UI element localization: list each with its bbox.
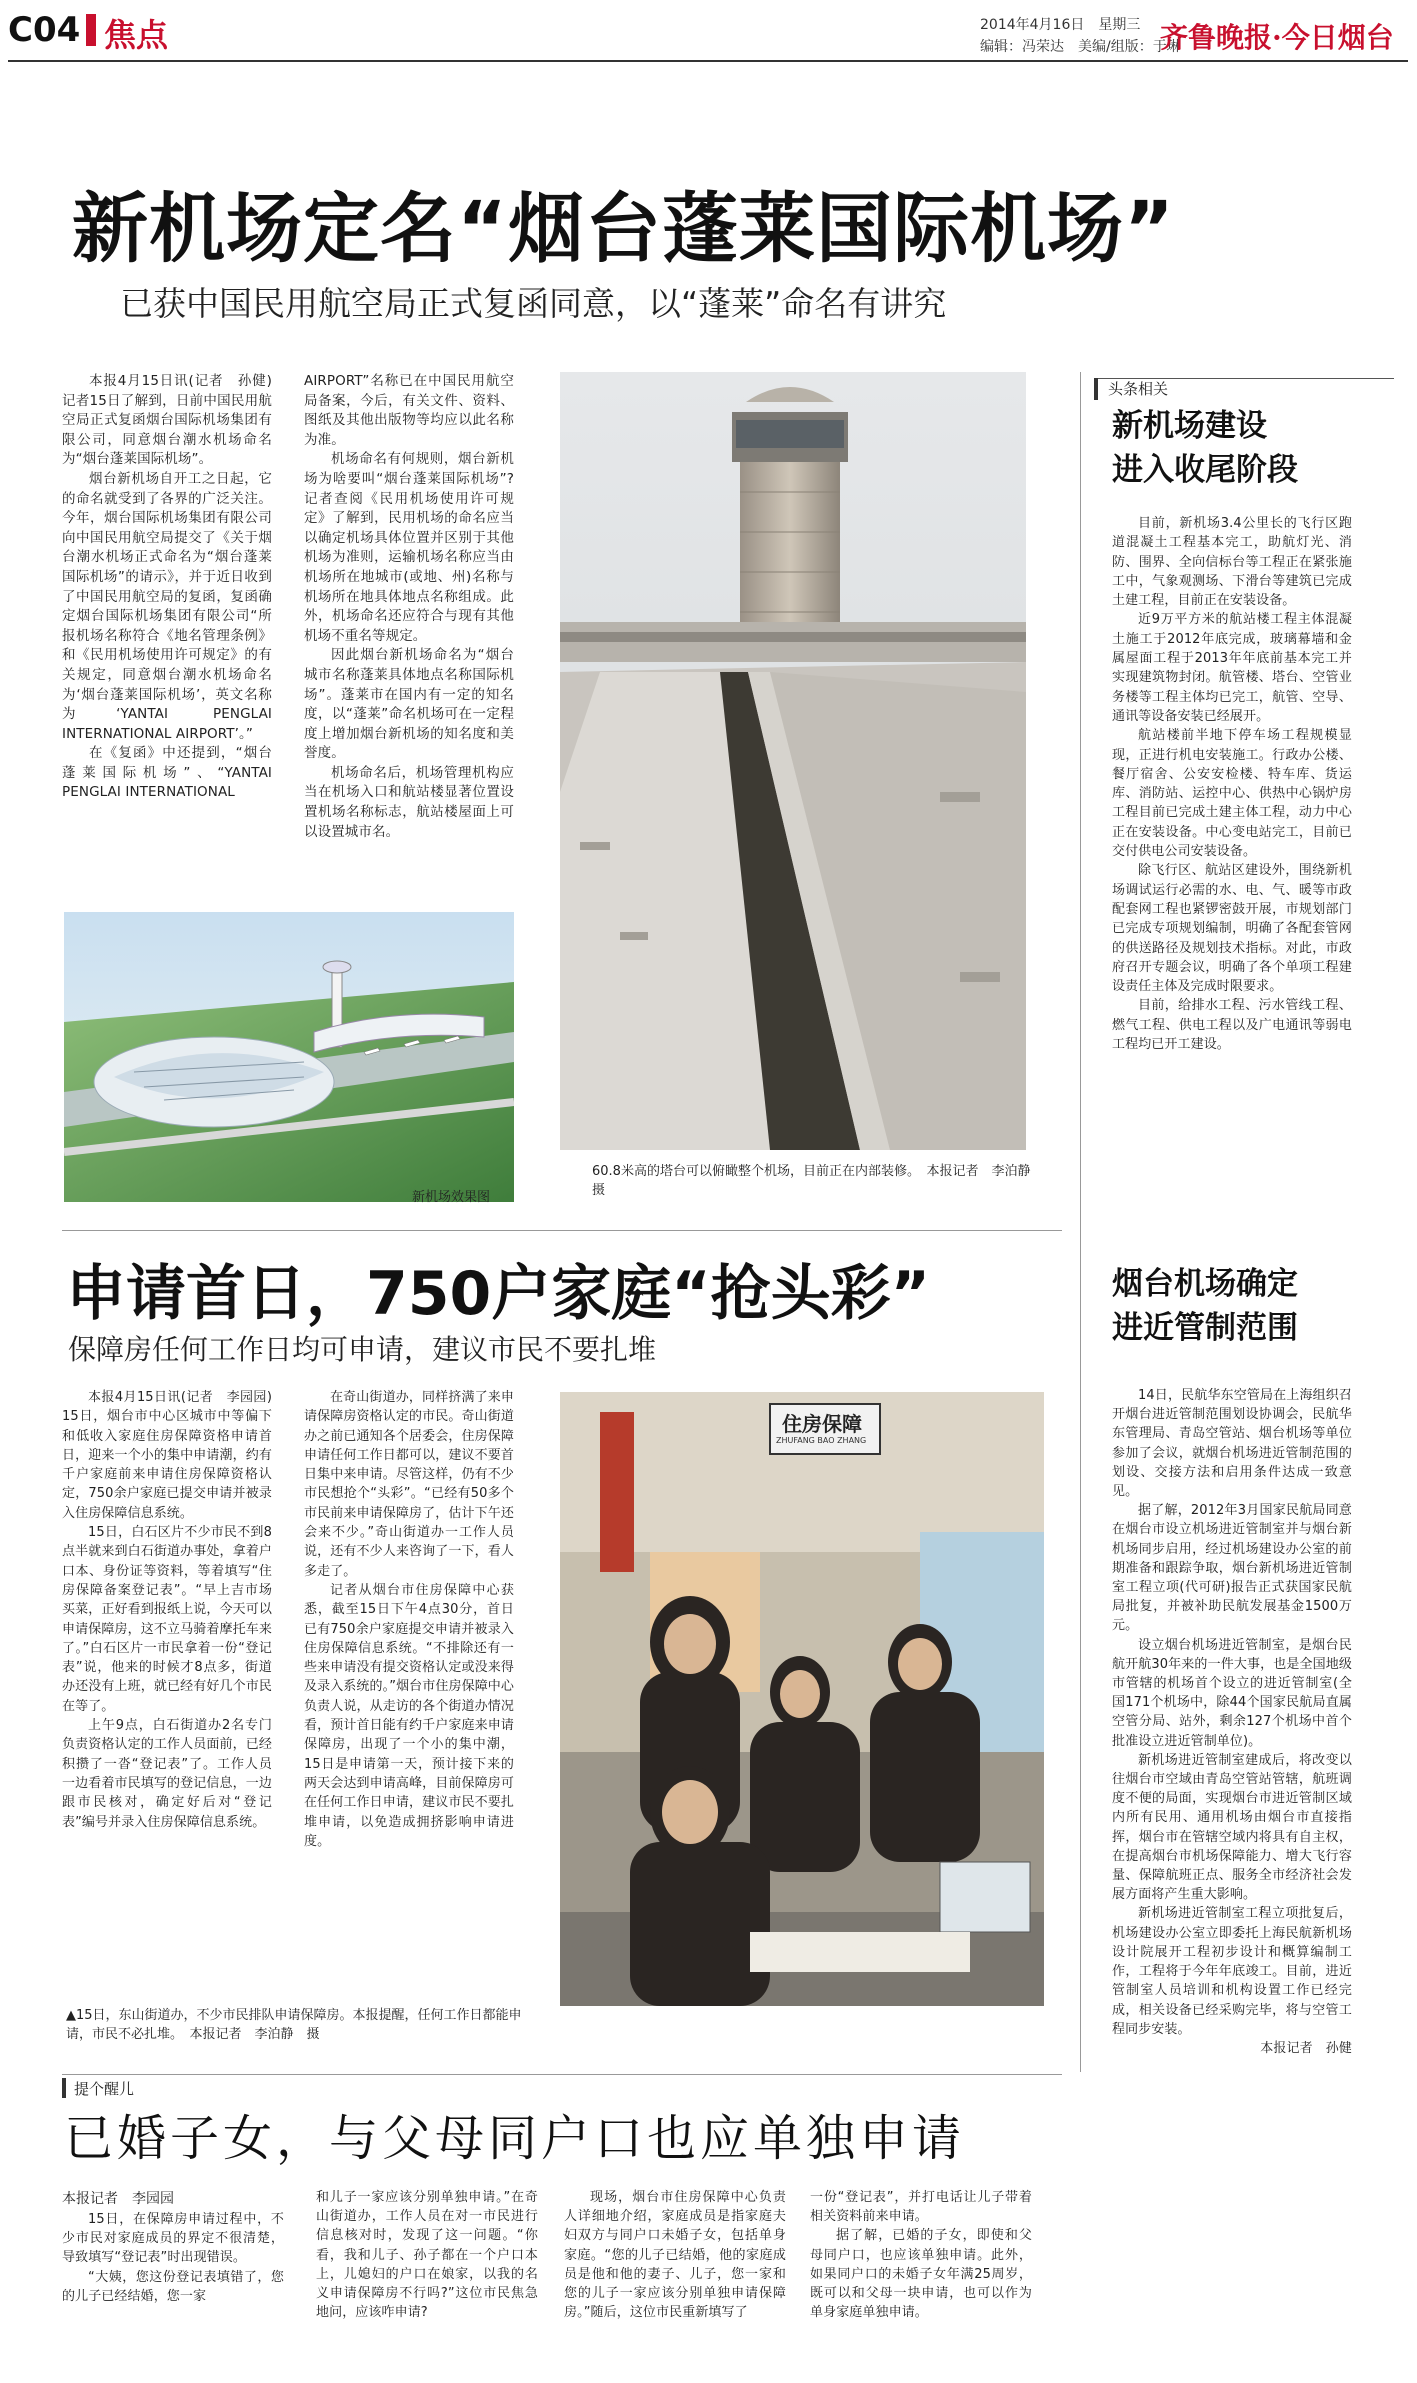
paragraph: 据了解，2012年3月国家民航局同意在烟台市设立机场进近管制室并与烟台新机场同步启用，经过机场建设办公室的前期准备和跟踪争取，烟台新机场进近管制室工程立项(代可研)报告正式获国家民航局批复，并被补助民航发展基金1500万元。 xyxy=(1112,1503,1352,1634)
paragraph: “大姨，您这份登记表填错了，您的儿子已经结婚，您一家 xyxy=(62,2269,284,2304)
paragraph: 航站楼前半地下停车场工程规模显现，正进行机电安装施工。行政办公楼、餐厅宿舍、公安安检楼、特车库、货运库、消防站、运控中心、供热中心锅炉房工程目前已完成土建主体工程，动力中心正在安装设备。中心变电站完工，目前已交付供电公司安装设备。 xyxy=(1112,728,1352,860)
paragraph: 记者从烟台市住房保障中心获悉，截至15日下午4点30分，首日已有750余户家庭提交申请并被录入住房保障信息系统。“不排除还有一些来申请没有提交资格认定或没来得及录入系统的。”烟台市住房保障中心负责人说，从走访的各个街道办情况看，预计首日能有约千户家庭来申请保障房，出现了一个小的集中潮，15日是申请第一天，预计接下来的两天会达到申请高峰，目前保障房可在任何工作日申请，建议市民不要扎堆申请，以免造成拥挤影响申请进度。 xyxy=(304,1582,514,1849)
paragraph: 本报4月15日讯(记者 孙健) 记者15日了解到，日前中国民用航空局正式复函烟台国际机场集团有限公司，同意烟台潮水机场命名为“烟台蓬莱国际机场”。 xyxy=(62,373,286,468)
story1-headline: 新机场定名“烟台蓬莱国际机场” xyxy=(72,184,1175,273)
story3-byline: 本报记者 李园园 xyxy=(62,2191,174,2207)
paragraph: 据了解，已婚的子女，即使和父母同户口，也应该单独申请。此外，如果同户口的未婚子女年满25周岁，既可以和父母一块申请，也可以作为单身家庭单独申请。 xyxy=(810,2228,1032,2321)
paragraph: 除飞行区、航站区建设外，围绕新机场调试运行必需的水、电、气、暖等市政配套网工程也紧锣密鼓开展，市规划部门已完成专项规划编制，明确了各配套管网的供送路径及规划技术指标。对此，市政府召开专题会议，明确了各个单项工程建设责任主体及完成时限要求。 xyxy=(1112,863,1352,995)
housing-office-photo xyxy=(560,1392,1044,2006)
story2-column-2 xyxy=(304,1388,514,1851)
paragraph: 在奇山街道办，同样挤满了来申请保障房资格认定的市民。奇山街道办之前已通知各个居委会，住房保障申请任何工作日都可以，建议不要首日集中来申请。尽管这样，仍有不少市民想抢个“头彩”。“已经有50多个市民前来申请保障房了，估计下午还会来不少。”奇山街道办一工作人员说，还有不少人来咨询了一下，看人多走了。 xyxy=(304,1390,514,1579)
paragraph: 新机场进近管制室建成后，将改变以往烟台市空域由青岛空管站管辖，航班调度不便的局面，实现烟台市进近管制区域内所有民用、通用机场由烟台市直接指挥，烟台市在管辖空域内将具有自主权，在提高烟台市机场保障能力、增大飞行容量、保障航班正点、服务全市经济社会发展方面将产生重大影响。 xyxy=(1112,1752,1352,1903)
paragraph: 因此烟台新机场命名为“烟台城市名称蓬莱具体地点名称国际机场”。蓬莱市在国内有一定的知名度，以“蓬莱”命名机场可在一定程度上增加烟台新机场的知名度和美誉度。 xyxy=(304,647,514,762)
office-sign-text: 住房保障 xyxy=(782,1412,862,1436)
office-sign-pinyin: ZHUFANG BAO ZHANG xyxy=(776,1436,867,1445)
paragraph: 上午9点，白石街道办2名专门负责资格认定的工作人员面前，已经积攒了一沓“登记表”了。工作人员一边看着市民填写的登记信息，一边跟市民核对，确定好后对“登记表”编号并录入住房保障信息系统。 xyxy=(62,1718,272,1830)
story3-headline: 已婚子女，与父母同户口也应单独申请 xyxy=(64,2110,966,2167)
paragraph: 目前，新机场3.4公里长的飞行区跑道混凝土工程基本完工，助航灯光、消防、围界、全向信标台等工程正在紧张施工中，气象观测场、下滑台等建筑已完成土建工程，目前正在安装设备。 xyxy=(1112,516,1352,609)
story1-column-2 xyxy=(304,372,514,842)
tower-photo-caption: 60.8米高的塔台可以俯瞰整个机场，目前正在内部装修。 本报记者 李泊静 摄 xyxy=(592,1164,1044,1198)
story1-column-1 xyxy=(62,372,286,803)
sidebar1-headline-line1: 新机场建设 xyxy=(1112,408,1267,444)
page-header xyxy=(0,0,1417,62)
story3-column-1 xyxy=(62,2210,284,2306)
story3-tag-marker xyxy=(62,2078,66,2098)
byline: 本报记者 孙健 xyxy=(1260,2040,1352,2056)
paragraph: 目前，给排水工程、污水管线工程、燃气工程、供电工程以及广电通讯等弱电工程均已开工建设。 xyxy=(1112,998,1352,1053)
paragraph: 本报4月15日讯(记者 李园园) 15日，烟台市中心区城市中等偏下和低收入家庭住房保障资格申请首日，迎来一个小的集中申请潮，约有千户家庭前来申请住房保障资格认定，750余户家庭已提交申请并被录入住房保障信息系统。 xyxy=(62,1390,286,1521)
paragraph: 和儿子一家应该分别单独申请。”在奇山街道办，工作人员在对一市民进行信息核对时，发现了这一问题。“你看，我和儿子、孙子都在一个户口本上，儿媳妇的户口在娘家，以我的名义申请保障房不行吗?”这位市民焦急地问，应该咋申请? xyxy=(316,2190,538,2321)
paragraph: 15日，在保障房申请过程中，不少市民对家庭成员的界定不很清楚，导致填写“登记表”时出现错误。 xyxy=(62,2212,284,2266)
story3-tag: 提个醒儿 xyxy=(74,2080,135,2098)
housing-photo-caption: ▲15日，东山街道办，不少市民排队申请保障房。本报提醒，任何工作日都能申请，市民不必扎堆。 本报记者 李泊静 摄 xyxy=(66,2008,522,2042)
editors-line: 编辑：冯荣达 美编/组版：于琳 xyxy=(980,39,1181,55)
story2-top-rule xyxy=(62,1230,1062,1231)
render-photo-caption: 新机场效果图 xyxy=(412,1190,491,1205)
sidebar1-body xyxy=(1112,514,1352,1054)
sidebar-vertical-rule xyxy=(1080,372,1081,2072)
paragraph: 在《复函》中还提到，“烟台蓬莱国际机场”、“YANTAI PENGLAI INTERNATIONAL xyxy=(62,745,272,801)
sidebar1-tag: 头条相关 xyxy=(1108,380,1169,398)
paragraph: 14日，民航华东空管局在上海组织召开烟台进近管制范围划设协调会，民航华东管理局、青岛空管站、烟台机场等单位参加了会议，就烟台机场进近管制范围的划设、交接方法和启用条件达成一致意见。 xyxy=(1112,1388,1352,1500)
paragraph: 机场命名后，机场管理机构应当在机场入口和航站楼显著位置设置机场名称标志，航站楼屋面上可以设置城市名。 xyxy=(304,764,514,840)
story2-headline: 申请首日，750户家庭“抢头彩” xyxy=(66,1259,931,1329)
paragraph: 烟台新机场自开工之日起，它的命名就受到了各界的广泛关注。今年，烟台国际机场集团有限公司向中国民用航空局提交了《关于烟台潮水机场正式命名为“烟台蓬莱国际机场”的请示》，并于近日收到了中国民用航空局的复函，复函确定烟台国际机场集团有限公司“所报机场名称符合《地名管理条例》和《民用机场使用许可规定》的有关规定，同意烟台潮水机场命名为‘烟台蓬莱国际机场’，英文名称为‘YANTAI PENGLAI INTERNATIONAL AIRPORT’。” xyxy=(62,470,272,742)
paragraph: 现场，烟台市住房保障中心负责人详细地介绍，家庭成员是指家庭夫妇双方与同户口未婚子女，包括单身家庭。“您的儿子已结婚，他的家庭成员是他和他的妻子、儿子，您一家和您的儿子一家应该分别单独申请保障房。”随后，这位市民重新填写了 xyxy=(564,2190,786,2321)
story1-subhead: 已获中国民用航空局正式复函同意，以“蓬莱”命名有讲究 xyxy=(120,284,947,323)
sidebar1-tag-marker xyxy=(1094,378,1098,400)
sidebar2-body xyxy=(1112,1386,1352,2058)
sidebar2-headline-line1: 烟台机场确定 xyxy=(1112,1266,1298,1302)
brand-logo: 齐鲁晚报·今日烟台 xyxy=(1160,21,1394,54)
issue-date: 2014年4月16日 星期三 xyxy=(980,17,1141,33)
story2-column-1 xyxy=(62,1388,286,1832)
story3-top-rule xyxy=(62,2074,1062,2075)
paragraph: 近9万平方米的航站楼工程主体混凝土施工于2012年底完成，玻璃幕墙和金属屋面工程于2013年年底前基本完工并实现建筑物封闭。航管楼、塔台、空管业务楼等工程主体均已完工，航管、空导、通讯等设备安装已经展开。 xyxy=(1112,612,1352,724)
sidebar1-headline-line2: 进入收尾阶段 xyxy=(1112,452,1298,488)
header-rule xyxy=(8,60,1408,62)
section-title: 焦点 xyxy=(104,16,169,54)
story2-subhead: 保障房任何工作日均可申请，建议市民不要扎堆 xyxy=(68,1333,657,1366)
story3-column-3 xyxy=(564,2188,786,2322)
tower-photo xyxy=(560,372,1026,1150)
sidebar2-headline-line2: 进近管制范围 xyxy=(1112,1310,1298,1346)
paragraph: 新机场进近管制室工程立项批复后，机场建设办公室立即委托上海民航新机场设计院展开工程初步设计和概算编制工作，工程将于今年年底竣工。目前，进近管制室人员培训和机构设置工作已经完成，相关设备已经采购完毕，将与空管工程同步安装。 xyxy=(1112,1906,1352,2037)
paragraph: 一份“登记表”，并打电话让儿子带着相关资料前来申请。 xyxy=(810,2190,1032,2225)
section-marker xyxy=(86,14,96,46)
paragraph: AIRPORT”名称已在中国民用航空局备案，今后，有关文件、资料、图纸及其他出版物等均应以此名称为准。 xyxy=(304,373,514,448)
story3-column-2 xyxy=(316,2188,538,2322)
paragraph: 15日，白石区片不少市民不到8点半就来到白石街道办事处，拿着户口本、身份证等资料，等着填写“住房保障备案登记表”。“早上吉市场买菜，正好看到报纸上说，今天可以申请保障房，这不立马骑着摩托车来了。”白石区片一市民拿着一份“登记表”说，他来的时候才8点多，街道办还没有上班，就已经有好几个市民在等了。 xyxy=(62,1525,272,1714)
paragraph: 机场命名有何规则，烟台新机场为啥要叫“烟台蓬莱国际机场”?记者查阅《民用机场使用许可规定》了解到，民用机场的命名应当以确定机场具体位置并区别于其他机场为准则，运输机场名称应当由机场所在地城市(或地、州)名称与机场所在地具体地点名称组成。此外，机场命名还应符合与现有其他机场不重名等规定。 xyxy=(304,451,514,644)
paragraph: 设立烟台机场进近管制室，是烟台民航开航30年来的一件大事，也是全国地级市管辖的机场首个设立的进近管制室(全国171个机场中，除44个国家民航局直属空管分局、站外，剩余127个机场中首个批准设立进近管制单位)。 xyxy=(1112,1637,1352,1749)
story3-column-4 xyxy=(810,2188,1032,2322)
page-number: C04 xyxy=(8,10,81,50)
airport-render-photo xyxy=(64,912,514,1202)
